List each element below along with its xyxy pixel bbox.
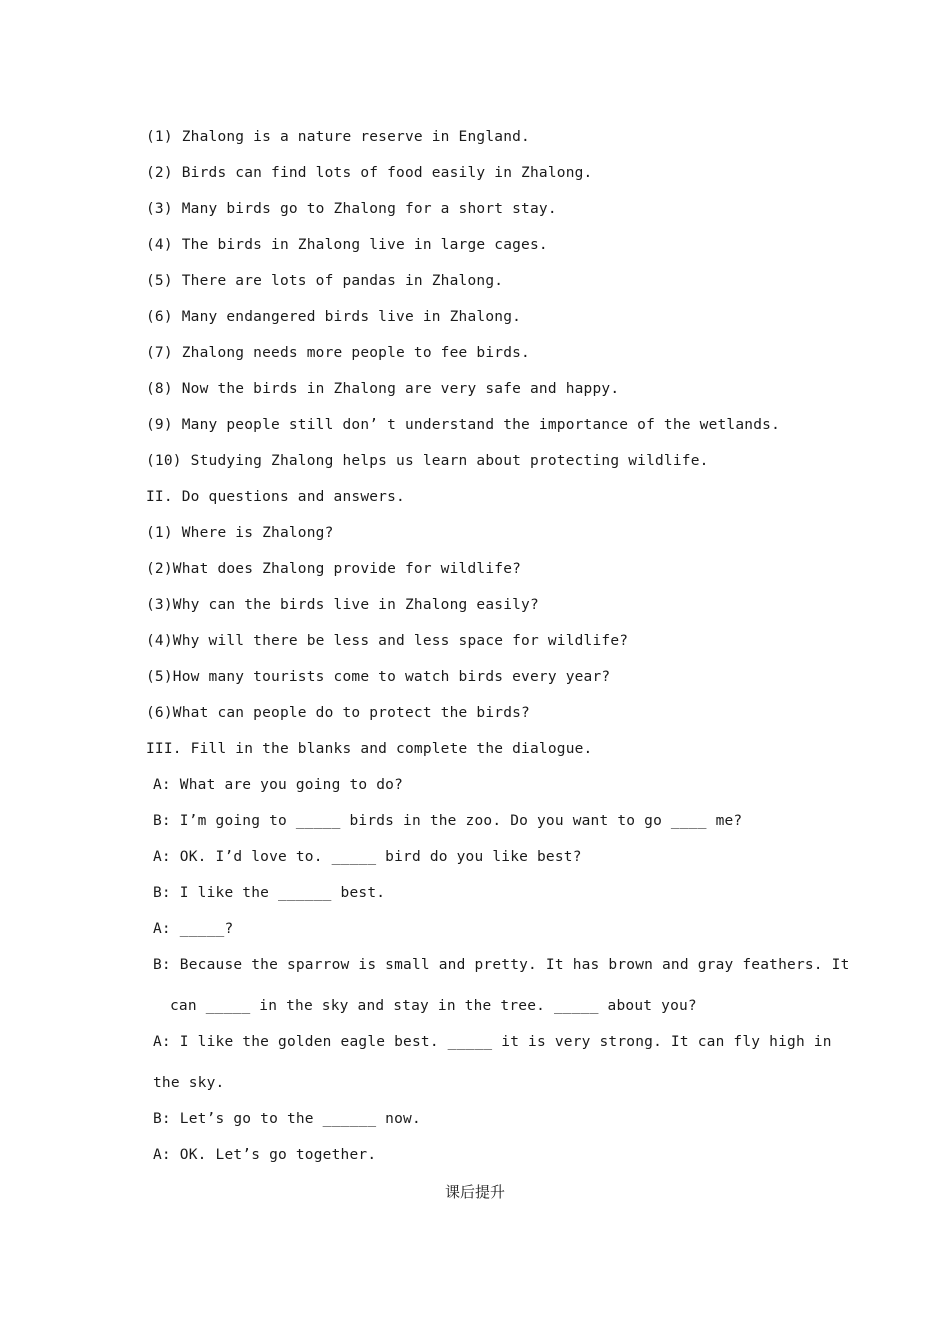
statement-7: (7) Zhalong needs more people to fee birds. [146,345,530,361]
dialogue-line-2: B: I’m going to _____ birds in the zoo. Do you want to go ____ me? [153,813,743,829]
section-2-heading: II. Do questions and answers. [146,489,405,505]
dialogue-line-1: A: What are you going to do? [153,777,404,793]
dialogue-line-6: B: Because the sparrow is small and pretty. It has brown and gray feathers. It [153,957,850,973]
question-1: (1) Where is Zhalong? [146,525,334,541]
statement-2: (2) Birds can find lots of food easily in Zhalong. [146,165,593,181]
dialogue-line-5: A: _____? [153,921,234,937]
statement-4: (4) The birds in Zhalong live in large cages. [146,237,548,253]
question-6: (6)What can people do to protect the birds? [146,705,530,721]
dialogue-line-8: A: I like the golden eagle best. _____ it is very strong. It can fly high in [153,1034,832,1050]
dialogue-line-9: the sky. [153,1075,225,1091]
statement-10: (10) Studying Zhalong helps us learn about protecting wildlife. [146,453,709,469]
after-class-heading: 课后提升 [444,1183,505,1201]
statement-6: (6) Many endangered birds live in Zhalong. [146,309,522,325]
question-5: (5)How many tourists come to watch birds every year? [146,669,611,685]
question-3: (3)Why can the birds live in Zhalong easily? [146,597,539,613]
question-2: (2)What does Zhalong provide for wildlife? [146,561,522,577]
section-3-heading: III. Fill in the blanks and complete the dialogue. [146,741,593,757]
dialogue-line-10: B: Let’s go to the ______ now. [153,1111,421,1127]
statement-1: (1) Zhalong is a nature reserve in England. [146,129,530,145]
statement-9: (9) Many people still don’ t understand the importance of the wetlands. [146,417,781,433]
dialogue-line-4: B: I like the ______ best. [153,885,386,901]
question-4: (4)Why will there be less and less space for wildlife? [146,633,629,649]
dialogue-line-3: A: OK. I’d love to. _____ bird do you like best? [153,849,582,865]
statement-5: (5) There are lots of pandas in Zhalong. [146,273,504,289]
statement-8: (8) Now the birds in Zhalong are very safe and happy. [146,381,620,397]
dialogue-line-7: can _____ in the sky and stay in the tree. _____ about you? [170,998,697,1014]
dialogue-line-11: A: OK. Let’s go together. [153,1147,377,1163]
statement-3: (3) Many birds go to Zhalong for a short stay. [146,201,557,217]
